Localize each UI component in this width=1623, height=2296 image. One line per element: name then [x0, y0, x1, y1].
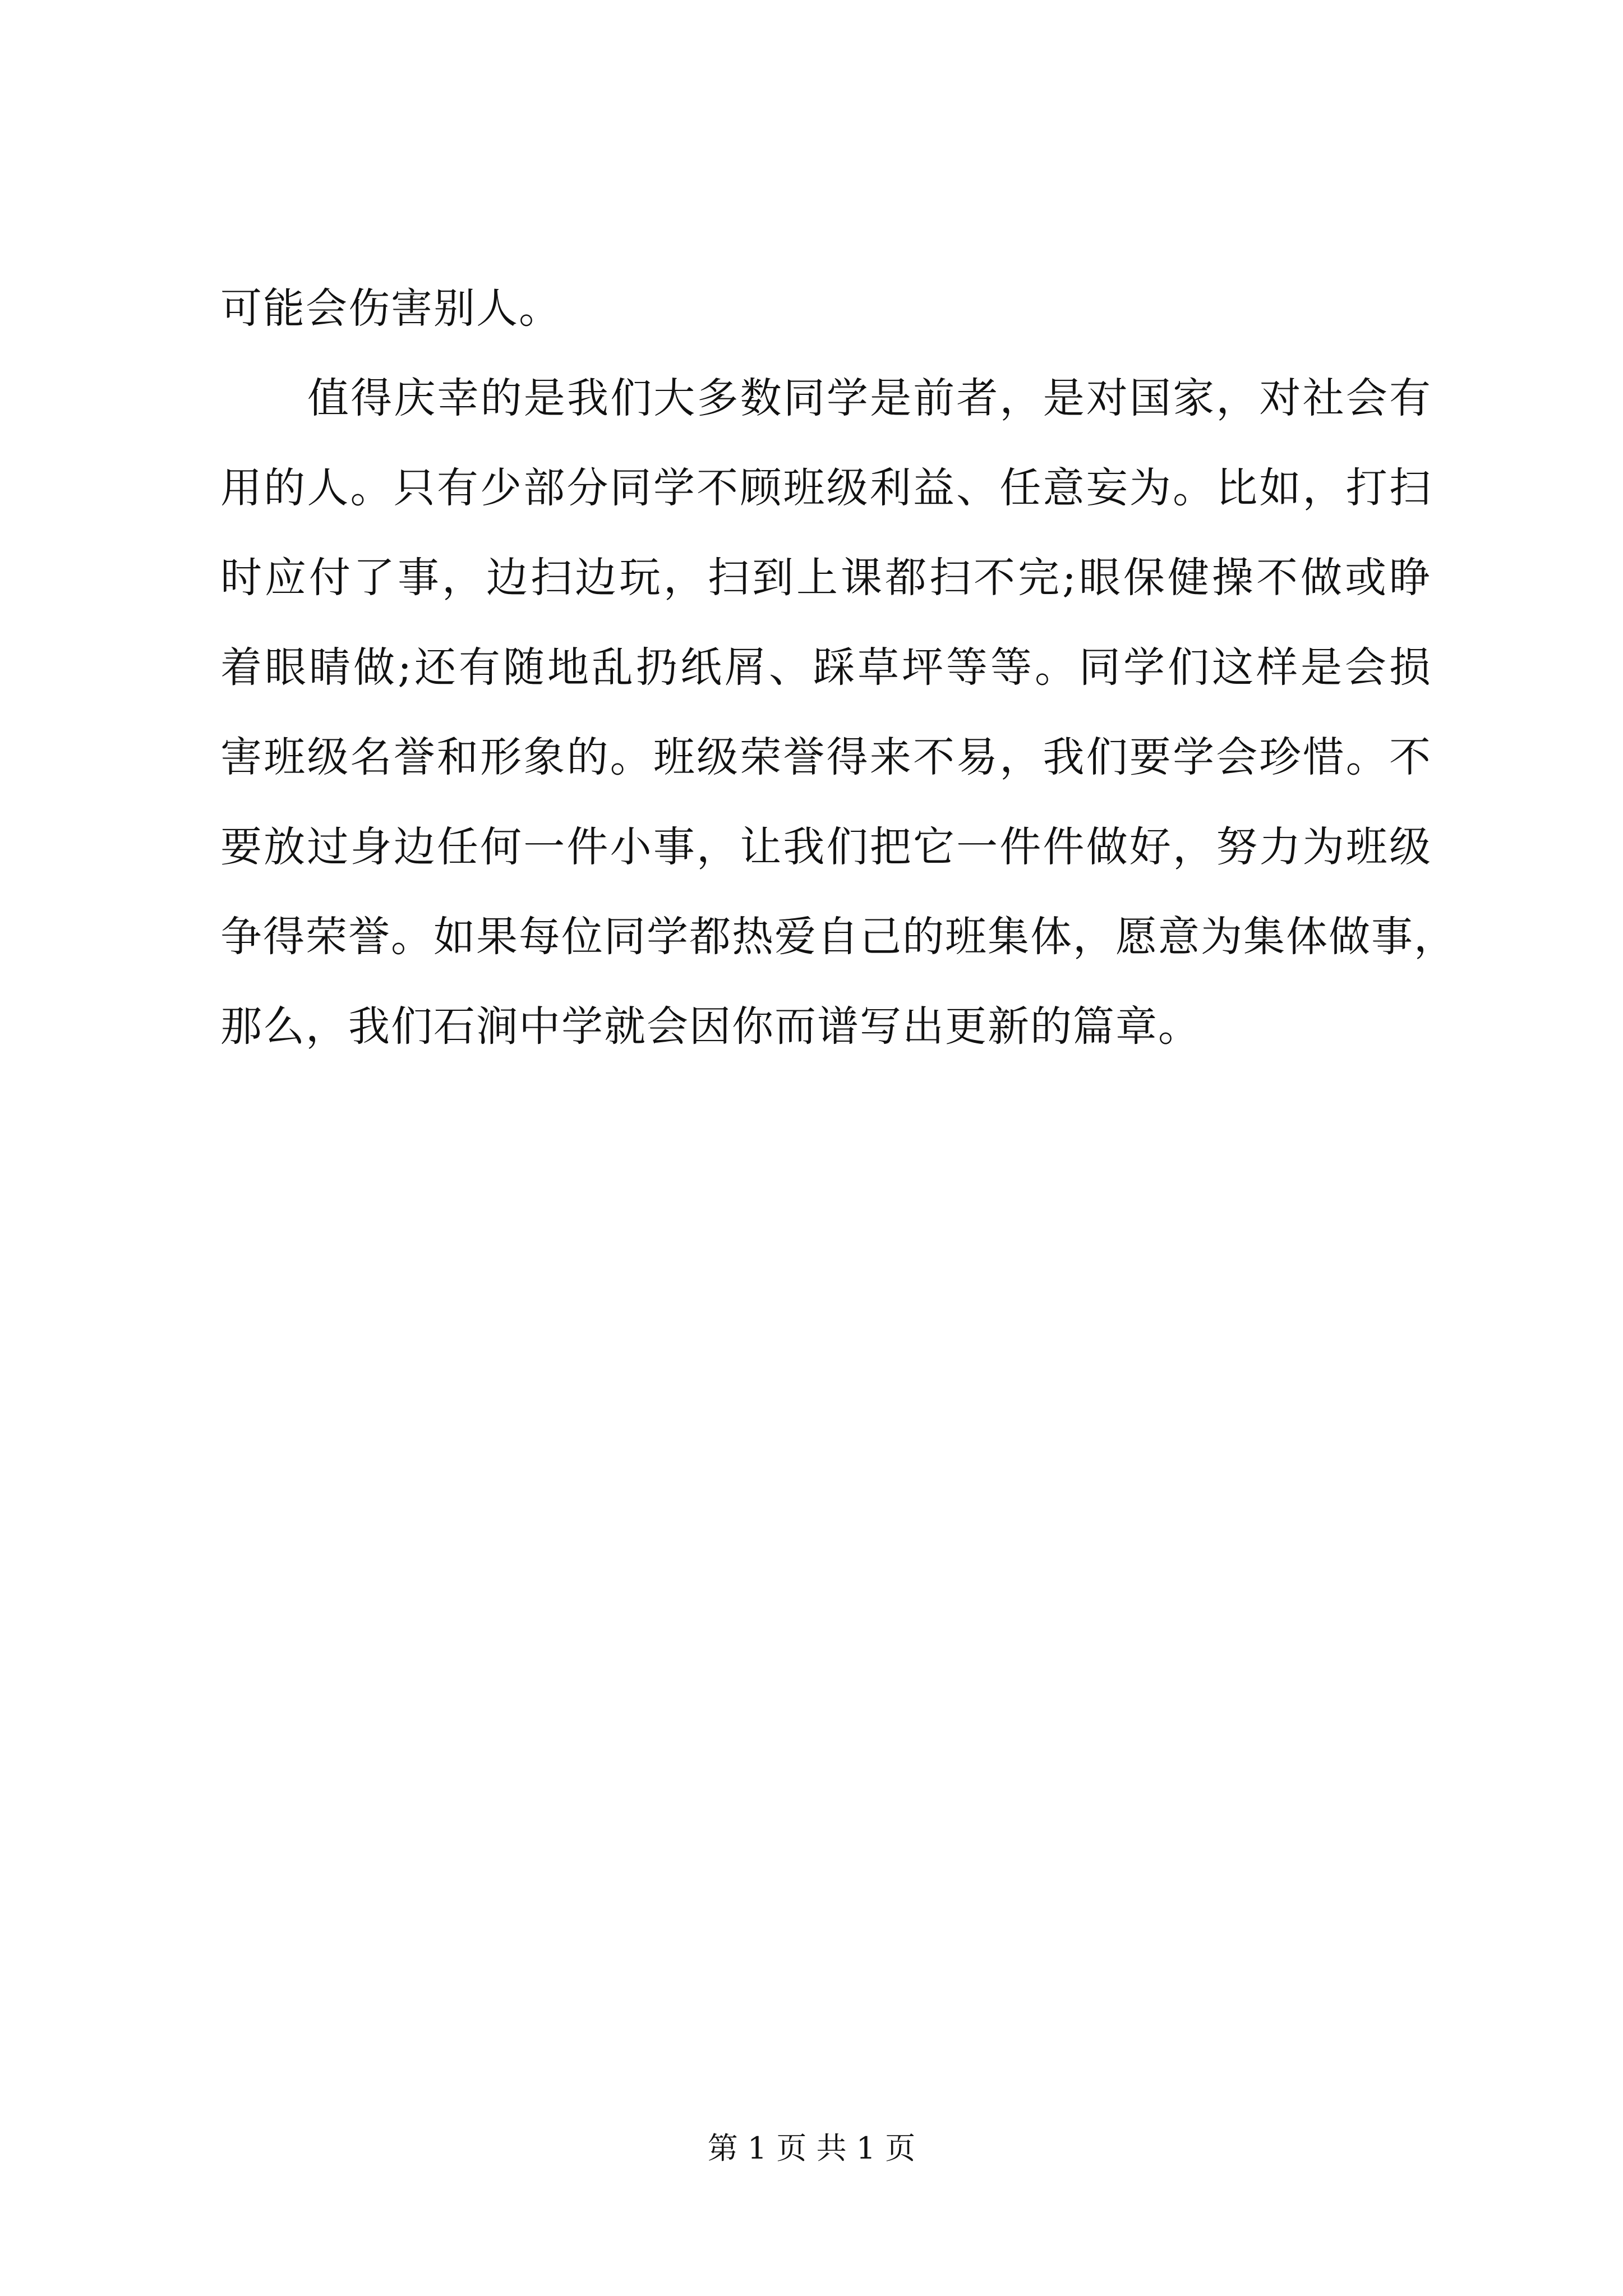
document-body — [220, 264, 1456, 1071]
paragraph-line: 着眼睛做;还有随地乱扔纸屑、踩草坪等等。同学们这样是会损 — [220, 643, 1432, 692]
paragraph-line: 用的人。只有少部分同学不顾班级利益、任意妄为。比如，打扫 — [220, 464, 1432, 512]
paragraph-line: 时应付了事，边扫边玩，扫到上课都扫不完;眼保健操不做或睁 — [220, 554, 1432, 602]
paragraph-line: 争得荣誉。如果每位同学都热爱自己的班集体，愿意为集体做事， — [220, 913, 1456, 961]
paragraph-line: 害班级名誉和形象的。班级荣誉得来不易，我们要学会珍惜。不 — [220, 733, 1432, 781]
paragraph-line: 可能会伤害别人。 — [220, 284, 561, 333]
paragraph-line: 要放过身边任何一件小事，让我们把它一件件做好，努力为班级 — [220, 823, 1432, 871]
paragraph-line: 值得庆幸的是我们大多数同学是前者，是对国家，对社会有 — [307, 374, 1432, 422]
page-number-footer: 第 1 页 共 1 页 — [707, 2131, 916, 2166]
paragraph-line: 那么，我们石涧中学就会因你而谱写出更新的篇章。 — [220, 1002, 1201, 1051]
